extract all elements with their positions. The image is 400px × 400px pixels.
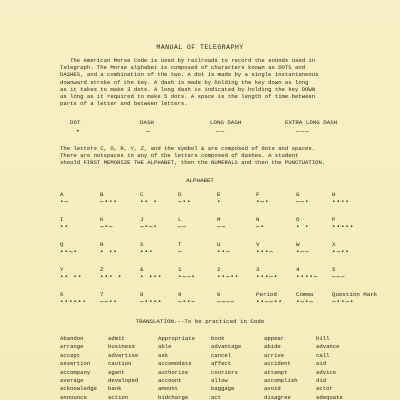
morse-cell	[256, 266, 300, 280]
morse-character: J	[140, 216, 144, 223]
morse-code: •——	[296, 248, 310, 255]
word-column	[60, 335, 97, 400]
morse-character: G	[296, 191, 300, 198]
morse-code: ————	[217, 298, 235, 305]
dash-mark-extra-long-dash: ———	[296, 128, 310, 135]
dash-label-dot: DOT	[70, 119, 81, 126]
intro-line: as long as it required to make 5 dots. A space is the length of time between	[60, 93, 316, 101]
morse-character: N	[256, 216, 260, 223]
morse-code: •—•—	[296, 298, 314, 305]
morse-cell	[100, 241, 144, 255]
practice-word: affect	[211, 360, 232, 368]
morse-code: —	[178, 248, 183, 255]
dash-mark-long-dash: ——	[216, 128, 226, 135]
intro-line: DASHES, and a combination of the two. A dot is made by a single instantaneous	[60, 71, 319, 79]
practice-word: advertise	[108, 351, 139, 359]
intro-paragraph	[60, 57, 360, 107]
practice-word: Appropriate	[158, 335, 195, 342]
morse-code: ••—••	[217, 273, 240, 280]
alphabet-grid	[60, 191, 378, 316]
morse-code: ••• •	[100, 273, 123, 280]
intro-line: The American Morse Code is used by railroads to record the sounds used in	[60, 57, 316, 64]
note-line: There are notspaces in any of the letters composed of dashes. A student	[60, 152, 299, 160]
practice-word: amount	[158, 385, 179, 393]
morse-cell	[332, 191, 376, 205]
intro-line: parts of a letter and between letters.	[60, 100, 188, 108]
intro-line: Telegraph. The Morse alphabet is composed of characters known as DOTS and	[60, 64, 306, 72]
word-column	[316, 335, 343, 400]
alphabet-row	[60, 241, 360, 266]
morse-character: 1	[178, 266, 182, 273]
morse-code: •—•	[256, 198, 270, 205]
morse-cell	[217, 291, 261, 305]
practice-word: baggage	[211, 385, 235, 393]
morse-cell	[60, 266, 104, 280]
practice-word: actor	[316, 385, 333, 393]
dash-mark-dot: •	[76, 128, 81, 135]
morse-cell	[256, 291, 300, 305]
morse-character: F	[256, 191, 260, 198]
practice-word: advantage	[211, 343, 242, 351]
morse-character: Y	[60, 266, 64, 273]
morse-code: •••••	[332, 223, 355, 230]
morse-code: •••—•	[256, 273, 279, 280]
morse-cell	[178, 291, 222, 305]
morse-character: Comma	[296, 291, 314, 298]
word-column	[108, 335, 138, 400]
morse-character: I	[60, 216, 64, 223]
alphabet-row	[60, 266, 360, 291]
practice-word: couriers	[211, 368, 238, 376]
practice-word: account	[158, 377, 182, 385]
morse-code: —••	[178, 198, 192, 205]
morse-cell	[217, 191, 261, 205]
morse-cell	[332, 291, 376, 305]
morse-character: &	[140, 266, 144, 273]
morse-character: H	[332, 191, 336, 198]
practice-word: action	[108, 393, 129, 400]
morse-code: •• •	[140, 198, 158, 205]
practice-word: book	[211, 335, 225, 342]
practice-word: acknowledge	[60, 385, 97, 393]
dash-label-dash: DASH	[140, 119, 154, 126]
practice-word: cancel	[211, 351, 232, 359]
morse-code: ——	[178, 223, 187, 230]
morse-cell	[60, 216, 104, 230]
alphabet-row	[60, 291, 378, 316]
morse-cell	[60, 291, 104, 305]
morse-code: —••—•	[332, 298, 355, 305]
practice-word: attempt	[264, 368, 288, 376]
alphabet-row	[60, 191, 360, 216]
morse-code: ••••	[332, 198, 350, 205]
morse-character: U	[217, 241, 221, 248]
morse-character: P	[332, 216, 336, 223]
dash-label-extra-long-dash: EXTRA LONG DASH	[285, 119, 338, 126]
intro-line: as it takes to make 3 dots. A long dash is indicated by holding the key DOWN	[60, 85, 316, 93]
instruction-note	[60, 145, 360, 167]
morse-character: A	[60, 191, 64, 198]
word-column	[211, 335, 241, 400]
practice-word: bidcharge	[158, 393, 189, 400]
morse-character: S	[140, 241, 144, 248]
practice-word: assertion	[60, 360, 91, 368]
practice-word: able	[158, 343, 172, 351]
morse-character: B	[100, 191, 104, 198]
practice-word: accomplish	[264, 377, 298, 385]
morse-code: ••—•	[60, 248, 78, 255]
practice-word: Abandon	[60, 335, 84, 342]
morse-code: ••—	[217, 248, 231, 255]
practice-word: aid	[316, 360, 327, 368]
morse-cell	[100, 216, 144, 230]
practice-word: advice	[316, 368, 337, 376]
word-column	[158, 335, 195, 400]
practice-word: appear	[264, 335, 285, 342]
practice-word: accident	[264, 360, 291, 368]
practice-word: did	[316, 377, 327, 385]
practice-word: agent	[108, 368, 125, 376]
morse-character: 5	[332, 266, 336, 273]
practice-word: bill	[316, 335, 330, 342]
morse-character: M	[217, 216, 221, 223]
dash-label-long-dash: LONG DASH	[210, 119, 242, 126]
practice-word: business	[108, 343, 135, 351]
morse-code: •	[217, 198, 222, 205]
morse-cell	[217, 216, 261, 230]
morse-cell	[332, 216, 376, 230]
practice-word: accomodate	[158, 360, 192, 368]
practice-word: adequate	[316, 393, 343, 400]
practice-word: developed	[108, 377, 139, 385]
morse-code: •••	[140, 248, 154, 255]
practice-word: avoid	[264, 385, 281, 393]
practice-word: advance	[316, 343, 340, 351]
morse-code: —•—	[100, 223, 114, 230]
morse-character: Q	[60, 241, 64, 248]
practice-word: announce	[60, 393, 87, 400]
morse-code: •• ••	[60, 273, 83, 280]
morse-character: Question Mark	[332, 291, 378, 298]
morse-code: —•—•	[140, 223, 158, 230]
practice-word: authorize	[158, 368, 189, 376]
morse-code: ——••	[100, 298, 118, 305]
morse-character: E	[217, 191, 221, 198]
practice-word: average	[60, 377, 84, 385]
morse-code: •—	[60, 198, 69, 205]
intro-line: downward stroke of the key. A dash is made by holding the key down as long	[60, 78, 309, 86]
morse-cell	[256, 216, 300, 230]
practice-word: caution	[108, 360, 132, 368]
morse-code: •——•	[178, 273, 196, 280]
practice-word: bank	[108, 385, 122, 393]
dash-mark-dash: —	[146, 128, 151, 135]
morse-character: C	[140, 191, 144, 198]
morse-character: Period	[256, 291, 277, 298]
alphabet-row	[60, 216, 360, 241]
morse-character: 7	[100, 291, 104, 298]
morse-code: —•	[256, 223, 265, 230]
practice-word: accept	[60, 351, 81, 359]
morse-cell	[256, 241, 300, 255]
morse-character: T	[178, 241, 182, 248]
morse-character: 4	[296, 266, 300, 273]
practice-word: arrive	[264, 351, 285, 359]
morse-code: •—••	[332, 248, 350, 255]
practice-word: accompany	[60, 368, 91, 376]
morse-character: V	[256, 241, 260, 248]
morse-code: —•••	[100, 198, 118, 205]
morse-character: O	[296, 216, 300, 223]
morse-character: 3	[256, 266, 260, 273]
practice-word: ask	[158, 351, 169, 359]
morse-code: • ••	[100, 248, 118, 255]
morse-cell	[178, 216, 222, 230]
morse-character: 8	[140, 291, 144, 298]
morse-character: K	[100, 216, 104, 223]
note-line: should FIRST MEMORIZE THE ALPHABET, then the NUMERALS and then the PUNCTUATION.	[60, 159, 326, 167]
morse-character: W	[296, 241, 300, 248]
alphabet-heading: ALPHABET	[186, 177, 214, 184]
note-line: The letters C, O, R, Y, Z, and the symbol & are composed of dots and spaces.	[60, 145, 316, 152]
morse-code: ——•	[296, 198, 310, 205]
morse-code: —••••	[140, 298, 163, 305]
morse-code: • •	[296, 223, 310, 230]
morse-cell	[217, 241, 261, 255]
morse-cell	[100, 191, 144, 205]
morse-code: • •••	[140, 273, 163, 280]
practice-word: admit	[108, 335, 125, 342]
morse-cell	[332, 241, 376, 255]
morse-character: 2	[217, 266, 221, 273]
morse-cell	[60, 191, 104, 205]
practice-word: abide	[264, 343, 281, 351]
morse-code: —••—	[178, 298, 196, 305]
morse-character: 6	[60, 291, 64, 298]
morse-code: ———	[332, 273, 346, 280]
morse-code: ••	[60, 223, 69, 230]
morse-character: 9	[178, 291, 182, 298]
morse-character: Z	[100, 266, 104, 273]
word-column	[264, 335, 298, 400]
morse-cell	[178, 241, 222, 255]
morse-cell	[332, 266, 376, 280]
morse-cell	[60, 241, 104, 255]
morse-cell	[100, 266, 144, 280]
practice-word: call	[316, 351, 330, 359]
practice-word: allow	[211, 377, 228, 385]
morse-character: 0	[217, 291, 221, 298]
morse-character: L	[178, 216, 182, 223]
morse-cell	[178, 266, 222, 280]
morse-code: ••••••	[60, 298, 87, 305]
morse-code: ——	[217, 223, 226, 230]
morse-cell	[256, 191, 300, 205]
morse-character: R	[100, 241, 104, 248]
page-title: MANUAL OF TELEGRAPHY	[156, 44, 244, 51]
practice-word: arrange	[60, 343, 84, 351]
morse-cell	[100, 291, 144, 305]
morse-character: X	[332, 241, 336, 248]
practice-word: disagree	[264, 393, 291, 400]
practice-word: act	[211, 393, 222, 400]
morse-cell	[217, 266, 261, 280]
morse-cell	[178, 191, 222, 205]
translation-heading: TRANSLATION.--To be practiced in Code	[135, 318, 265, 325]
morse-code: ••——••	[256, 298, 283, 305]
morse-character: D	[178, 191, 182, 198]
morse-code: •••—	[256, 248, 274, 255]
morse-code: ••••—	[296, 273, 319, 280]
